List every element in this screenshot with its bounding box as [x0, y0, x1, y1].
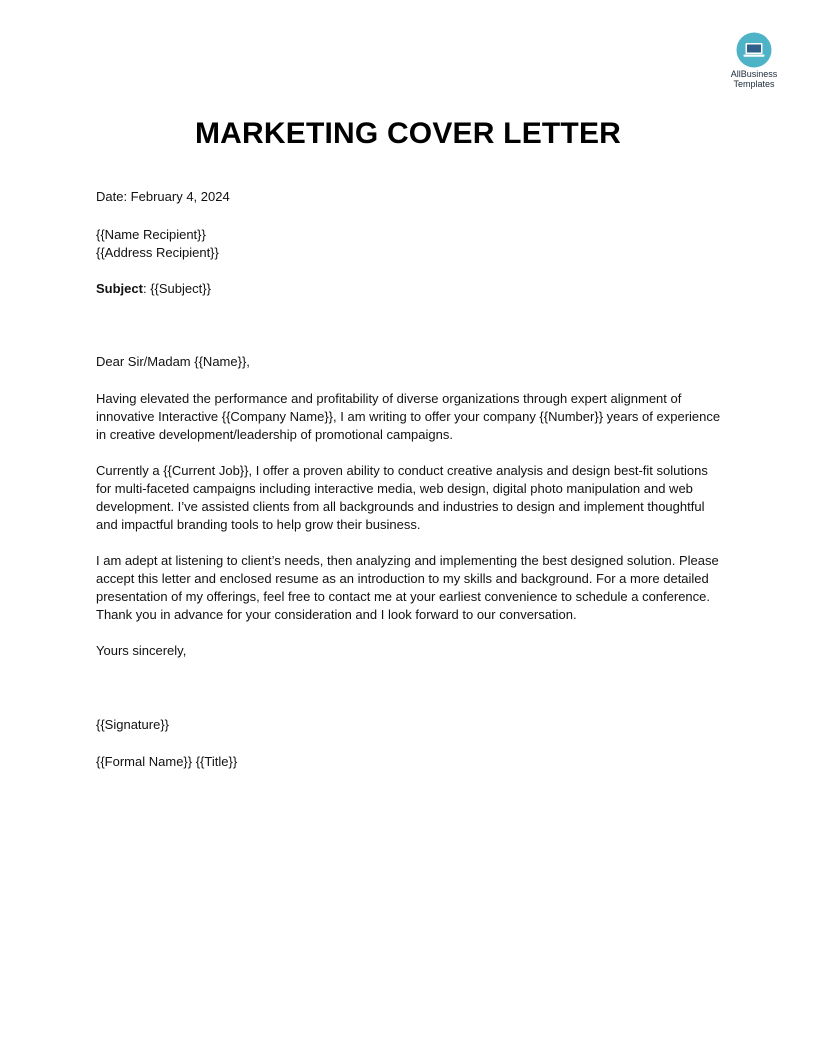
body-paragraph-1 [96, 390, 722, 444]
formal-name-text: {{Formal Name}} {{Title}} [96, 754, 238, 769]
logo-text-line2: Templates [733, 79, 775, 89]
subject-label: Subject [96, 281, 143, 296]
laptop-icon [736, 32, 772, 68]
closing [96, 642, 722, 660]
paragraph-text: Having elevated the performance and profitability of diverse organizations through expert alignment of innovative Interactive {{Company Name}}, I am writing to offer your company {{Number}} years of experience in creative development/leadership of promotional campaigns. [96, 391, 721, 442]
signature-text: {{Signature}} [96, 717, 170, 732]
date-text: Date: February 4, 2024 [96, 189, 230, 204]
formal-name [96, 753, 722, 771]
document-title: MARKETING COVER LETTER [194, 117, 622, 150]
signature [96, 716, 722, 734]
subject-line [96, 280, 722, 298]
closing-text: Yours sincerely, [96, 643, 187, 658]
body-paragraph-2 [96, 462, 722, 534]
logo-text [722, 69, 786, 89]
recipient-block [96, 226, 722, 262]
paragraph-text: Currently a {{Current Job}}, I offer a proven ability to conduct creative analysis and design best-fit solutions for multi-faceted campaigns including interactive media, web design, digital photo manipulation and web development. I’ve assisted clients from all backgrounds and industries to design and implement thoughtful and impactful branding tools to help grow their business. [96, 463, 708, 532]
recipient-address: {{Address Recipient}} [96, 245, 219, 260]
date-line [96, 188, 722, 206]
logo-text-line1: AllBusiness [730, 69, 778, 79]
recipient-name: {{Name Recipient}} [96, 227, 206, 242]
allbusiness-templates-logo [722, 32, 786, 89]
body-paragraph-3 [96, 552, 722, 624]
salutation-text: Dear Sir/Madam {{Name}}, [96, 354, 250, 369]
paragraph-text: I am adept at listening to client’s needs, then analyzing and implementing the best designed solution. Please accept this letter and enclosed resume as an introduction to my skills and background. For a more detailed presentation of my offerings, feel free to contact me at your earliest convenience to schedule a conference. Thank you in advance for your consideration and I look forward to our conversation. [96, 553, 719, 622]
salutation [96, 353, 722, 371]
subject-value: : {{Subject}} [142, 281, 211, 296]
